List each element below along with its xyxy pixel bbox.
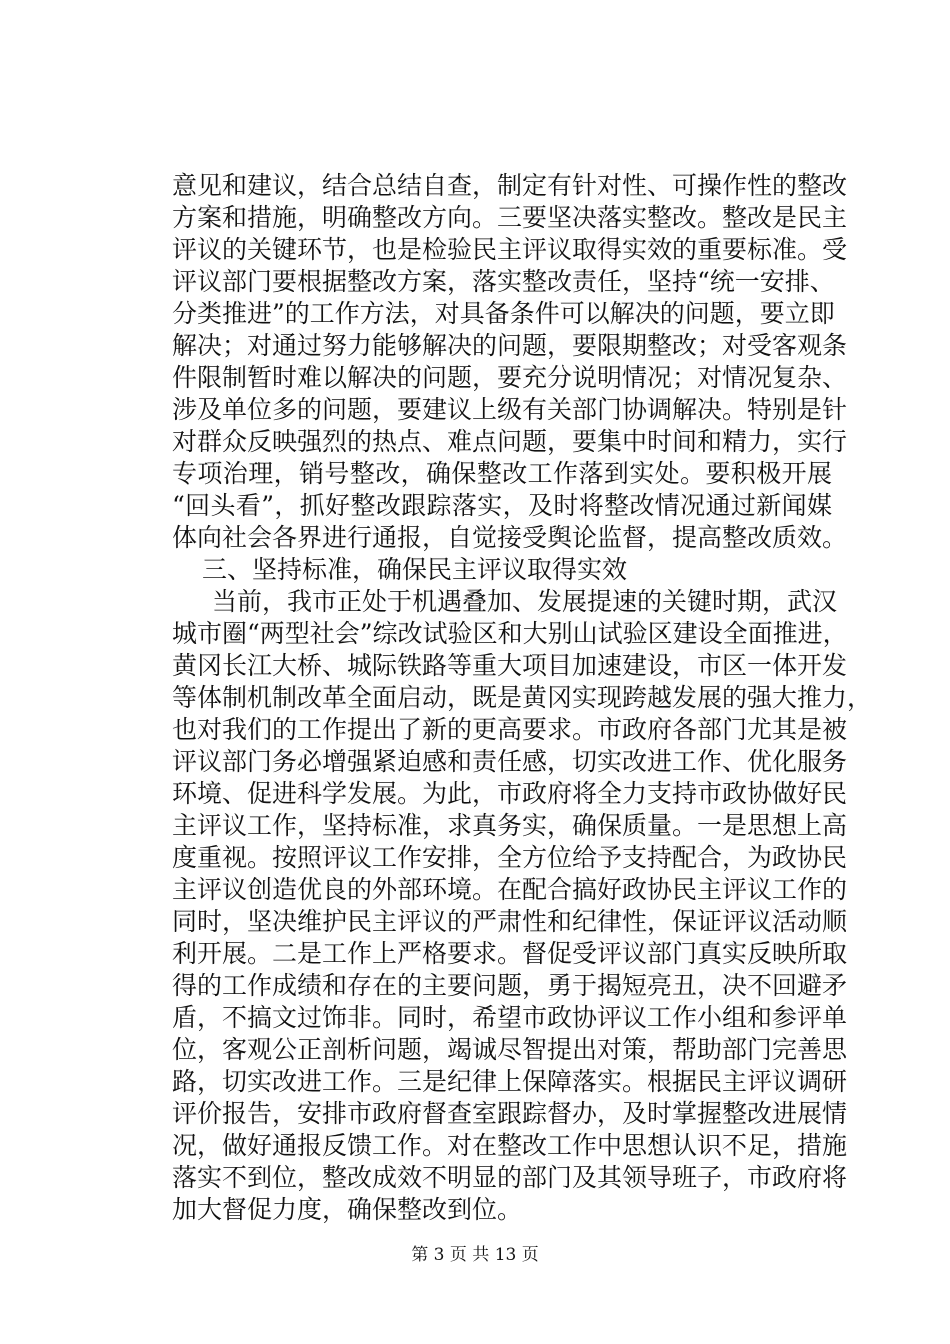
page-number-footer: 第 3 页 共 13 页 (411, 1245, 539, 1265)
paragraph-line: 黄冈长江大桥、城际铁路等重大项目加速建设，市区一体开发 (172, 651, 848, 680)
paragraph-line: 同时，坚决维护民主评议的严肃性和纪律性，保证评议活动顺 (172, 907, 848, 936)
paragraph-line: 度重视。按照评议工作安排，全方位给予支持配合，为政协民 (172, 843, 848, 872)
paragraph-line: 评价报告，安排市政府督查室跟踪督办，及时掌握整改进展情 (172, 1099, 848, 1128)
paragraph-line: 涉及单位多的问题，要建议上级有关部门协调解决。特别是针 (172, 395, 848, 424)
paragraph-line: 专项治理，销号整改，确保整改工作落到实处。要积极开展 (172, 459, 832, 488)
paragraph-line: “回头看”，抓好整改跟踪落实，及时将整改情况通过新闻媒 (172, 491, 832, 520)
paragraph-line: 主评议创造优良的外部环境。在配合搞好政协民主评议工作的 (172, 875, 848, 904)
paragraph-line: 分类推进”的工作方法，对具备条件可以解决的问题，要立即 (172, 299, 835, 328)
section-heading: 三、坚持标准，确保民主评议取得实效 (202, 555, 628, 584)
paragraph-line: 路，切实改进工作。三是纪律上保障落实。根据民主评议调研 (172, 1067, 848, 1096)
paragraph-line: 也对我们的工作提出了新的更高要求。市政府各部门尤其是被 (172, 715, 848, 744)
paragraph-line: 环境、促进科学发展。为此，市政府将全力支持市政协做好民 (172, 779, 848, 808)
paragraph-line: 位，客观公正剖析问题，竭诚尽智提出对策，帮助部门完善思 (172, 1035, 848, 1064)
paragraph-line: 当前，我市正处于机遇叠加、发展提速的关键时期，武汉 (212, 587, 838, 616)
paragraph-line: 方案和措施，明确整改方向。三要坚决落实整改。整改是民主 (172, 203, 848, 232)
paragraph-line: 落实不到位，整改成效不明显的部门及其领导班子，市政府将 (172, 1163, 848, 1192)
paragraph-line: 加大督促力度，确保整改到位。 (172, 1195, 523, 1224)
paragraph-line: 解决；对通过努力能够解决的问题，要限期整改；对受客观条 (172, 331, 848, 360)
paragraph-line: 件限制暂时难以解决的问题，要充分说明情况；对情况复杂、 (172, 363, 848, 392)
paragraph-line: 城市圈“两型社会”综改试验区和大别山试验区建设全面推进， (172, 619, 848, 648)
paragraph-line: 意见和建议，结合总结自查，制定有针对性、可操作性的整改 (172, 171, 848, 200)
paragraph-line: 对群众反映强烈的热点、难点问题，要集中时间和精力，实行 (172, 427, 848, 456)
paragraph-line: 评议部门要根据整改方案，落实整改责任，坚持“统一安排、 (172, 267, 835, 296)
paragraph-line: 利开展。二是工作上严格要求。督促受评议部门真实反映所取 (172, 939, 848, 968)
document-body (172, 170, 873, 1226)
paragraph-line: 况，做好通报反馈工作。对在整改工作中思想认识不足，措施 (172, 1131, 848, 1160)
paragraph-line: 得的工作成绩和存在的主要问题，勇于揭短亮丑，决不回避矛 (172, 971, 848, 1000)
paragraph-line: 盾，不搞文过饰非。同时，希望市政协评议工作小组和参评单 (172, 1003, 848, 1032)
paragraph-line: 等体制机制改革全面启动，既是黄冈实现跨越发展的强大推力， (172, 683, 873, 712)
paragraph-line: 体向社会各界进行通报，自觉接受舆论监督，提高整改质效。 (172, 523, 848, 552)
paragraph-line: 主评议工作，坚持标准，求真务实，确保质量。一是思想上高 (172, 811, 848, 840)
paragraph-line: 评议的关键环节，也是检验民主评议取得实效的重要标准。受 (172, 235, 848, 264)
paragraph-line: 评议部门务必增强紧迫感和责任感，切实改进工作、优化服务 (172, 747, 848, 776)
